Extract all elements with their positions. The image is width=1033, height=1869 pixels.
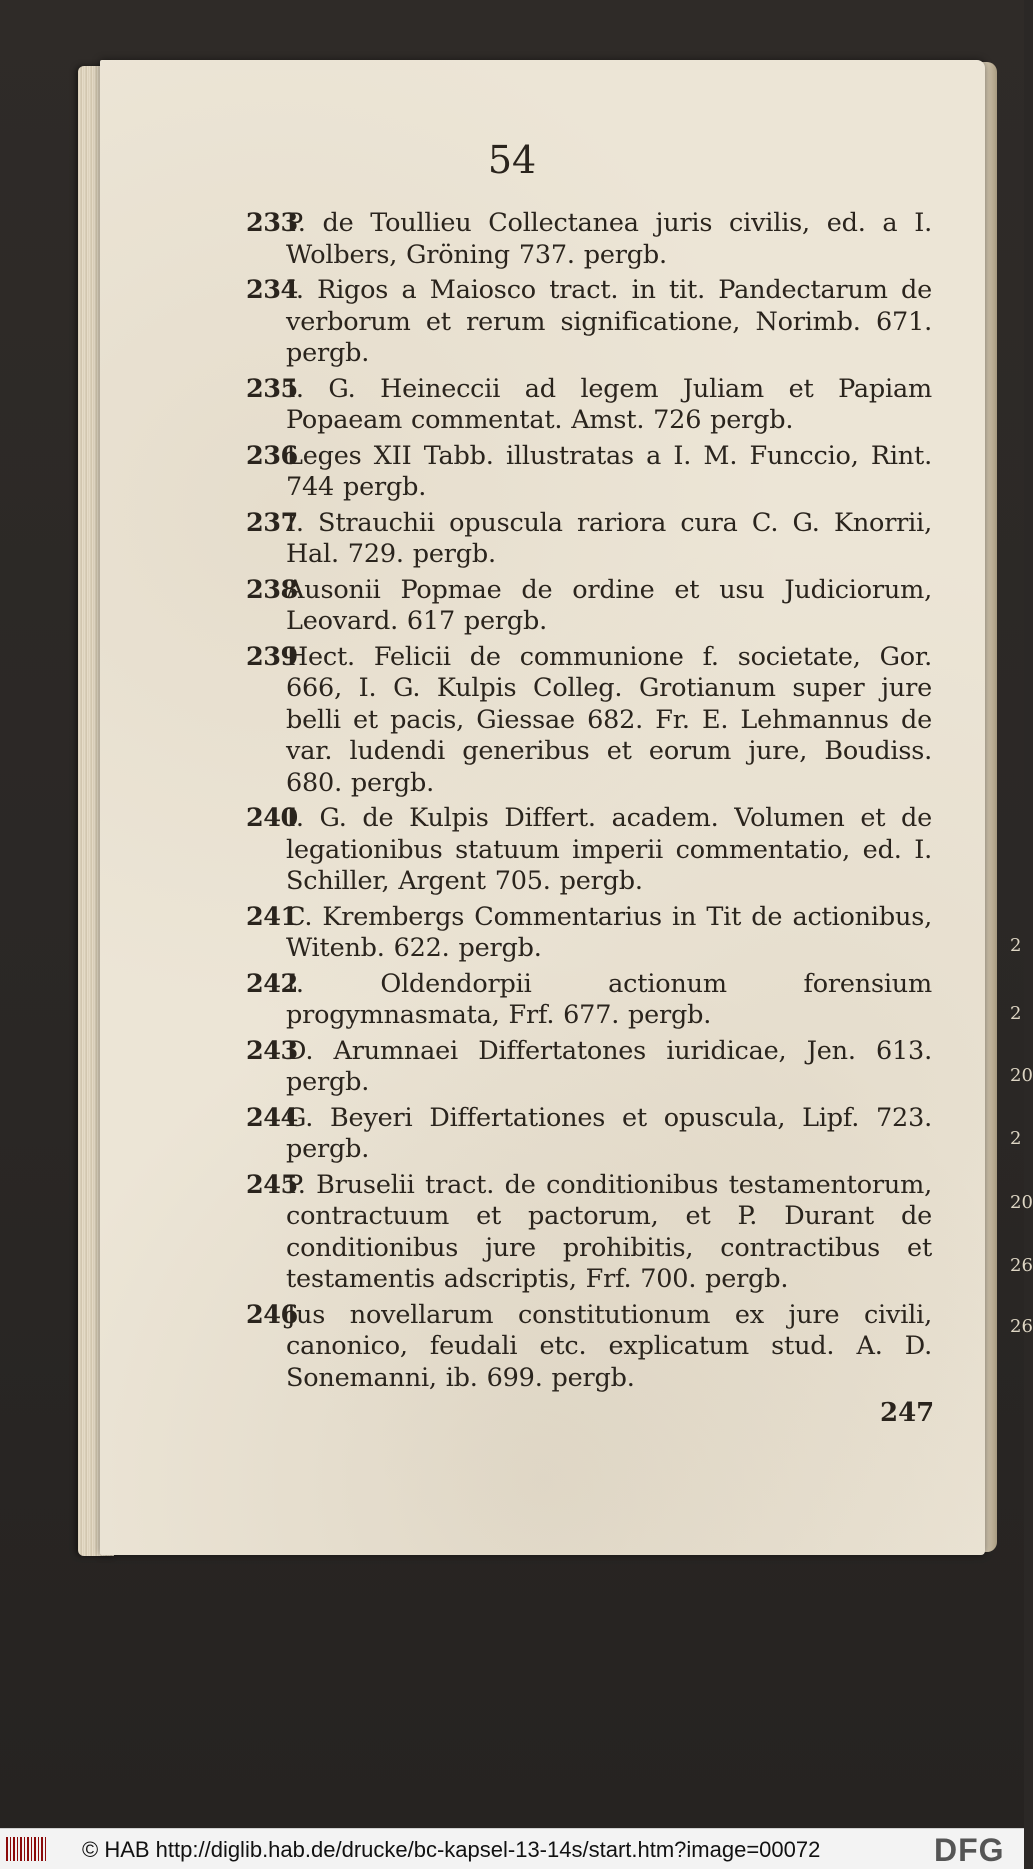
catalog-entry [246,1300,932,1395]
adjacent-page-fragment: 2 [1010,935,1022,956]
footer-bar [0,1828,1024,1869]
entry-text: D. Arumnaei Differtatones iuridicae, Jen. 613. pergb. [286,1035,932,1097]
page-number: 54 [487,138,537,182]
catalog-entry [246,1170,932,1296]
entry-text: I. G. Heineccii ad legem Juliam et Papiam Popaeam commentat. Amst. 726 pergb. [286,373,932,435]
entry-number: 244 [246,1102,298,1133]
entry-text: I. Strauchii opuscula rariora cura C. G. Knorrii, Hal. 729. pergb. [286,507,932,569]
entry-text: Jus novellarum constitutionum ex jure civili, canonico, feudali etc. explicatum stud. A. D. Sonemanni, ib. 699. pergb. [286,1299,932,1393]
catalog-entry [246,208,932,271]
catalog-entry [246,275,932,370]
footer-copyright-link[interactable]: © HAB http://diglib.hab.de/drucke/bc-kapsel-13-14s/start.htm?image=00072 [82,1837,821,1862]
catalog-entry [246,1036,932,1099]
entry-number: 235 [246,373,298,404]
dfg-logo: DFG [934,1832,1005,1868]
catalog-entry [246,902,932,965]
adjacent-page-fragment: 26 [1010,1316,1033,1337]
entry-number: 240 [246,803,298,833]
barcode-icon [6,1837,46,1861]
entry-number: 245 [246,1169,298,1200]
entry-number: 239 [246,641,298,672]
adjacent-page-fragment: 2 [1010,1003,1022,1024]
entry-text: P. Bruselii tract. de conditionibus testamentorum, contractuum et pactorum, et P. Durant de conditionibus jure prohibitis, contractibus et testamentis adscriptis, Frf. 700. pergb. [286,1169,932,1294]
entry-text: Hect. Felicii de communione f. societate, Gor. 666, I. G. Kulpis Colleg. Grotianum super jure belli et pacis, Giessae 682. Fr. E. Lehmannus de var. ludendi generibus et eorum jure, Boudiss. 680. pergb. [286,641,932,798]
catalog-entry [246,441,932,504]
adjacent-page-fragment: 20 [1010,1065,1033,1086]
adjacent-page-fragment: 26 [1010,1255,1033,1276]
catalog-entry [246,803,932,898]
entry-text: I. Rigos a Maiosco tract. in tit. Pandectarum de verborum et rerum significatione, Norimb. 671. pergb. [286,275,932,368]
entry-number: 236 [246,440,298,471]
entry-number: 243 [246,1035,298,1066]
entry-number: 241 [246,901,298,932]
entry-text: P. de Toullieu Collectanea juris civilis, ed. a I. Wolbers, Gröning 737. pergb. [286,208,932,270]
catalog-entry [246,374,932,437]
catalog-entry [246,642,932,800]
entry-number: 234 [246,275,298,305]
entry-text: I. Oldendorpii actionum forensium progymnasmata, Frf. 677. pergb. [286,968,932,1030]
entry-text: G. Beyeri Differtationes et opuscula, Lipf. 723. pergb. [286,1102,932,1164]
catalog-entry [246,575,932,638]
entry-number: 246 [246,1299,298,1330]
entry-text: C. Krembergs Commentarius in Tit de actionibus, Witenb. 622. pergb. [286,901,932,963]
entry-text: I. G. de Kulpis Differt. academ. Volumen et de legationibus statuum imperii commentatio, ed. I. Schiller, Argent 705. pergb. [286,803,932,896]
entry-number: 242 [246,968,298,999]
catalog-entries [246,208,932,1398]
entry-number: 238 [246,574,298,605]
catalog-entry [246,969,932,1032]
catalog-entry [246,508,932,571]
adjacent-page-fragment: 20 [1010,1192,1033,1213]
entry-text: Leges XII Tabb. illustratas a I. M. Funccio, Rint. 744 pergb. [286,440,932,502]
entry-number: 233 [246,208,298,238]
entry-number: 237 [246,507,298,538]
adjacent-page-fragment: 2 [1010,1128,1022,1149]
catchword: 247 [880,1398,935,1428]
entry-text: Ausonii Popmae de ordine et usu Judiciorum, Leovard. 617 pergb. [286,574,932,636]
catalog-entry [246,1103,932,1166]
